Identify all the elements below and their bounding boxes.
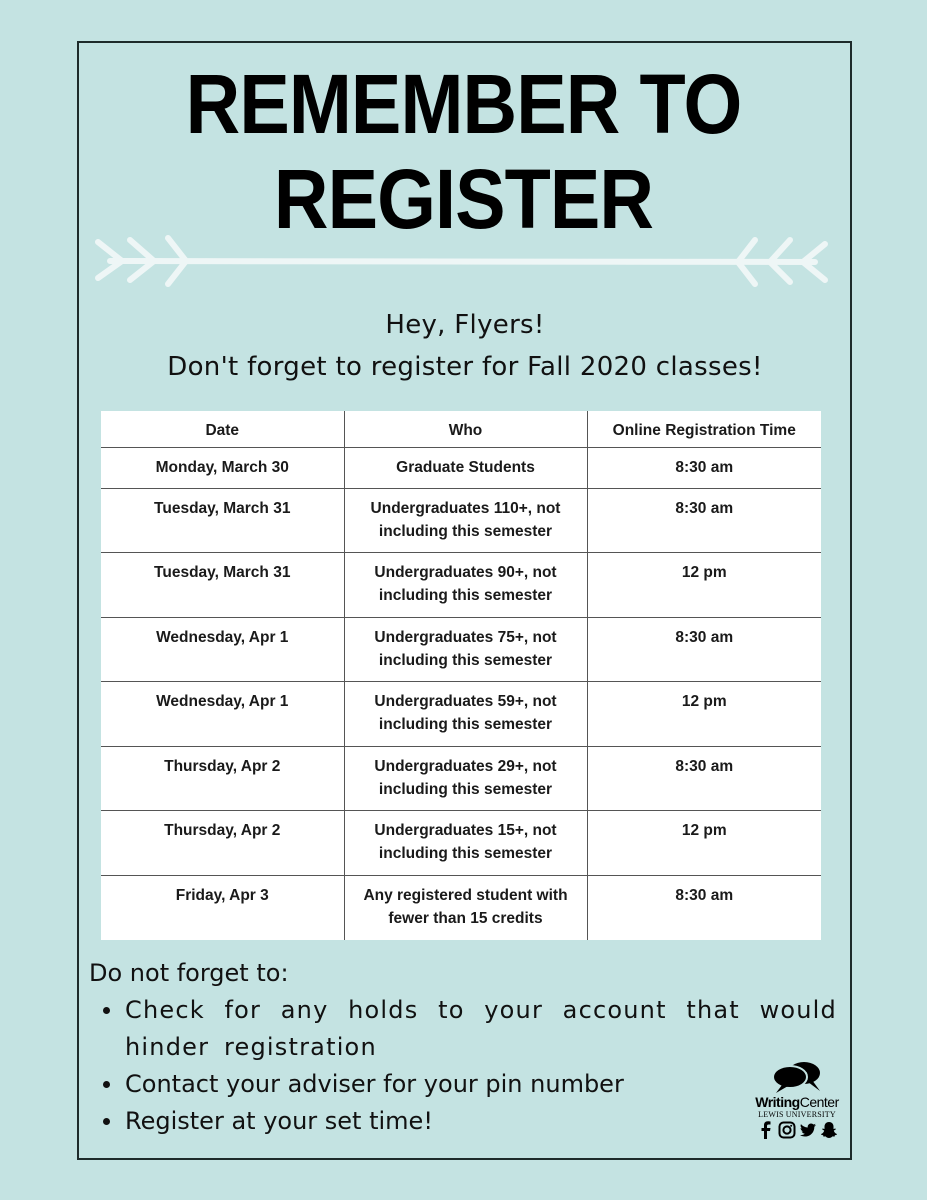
- table-row: [101, 746, 821, 811]
- intro-greeting: Hey, Flyers!: [385, 310, 545, 340]
- cell-who: Undergraduates 90+, not including this semester: [344, 553, 587, 618]
- table-row: [101, 553, 821, 618]
- logo-university: LEWIS UNIVERSITY: [758, 1110, 836, 1119]
- logo-brand-thin: Center: [799, 1094, 839, 1110]
- table-row: [101, 617, 821, 682]
- table-row: [101, 811, 821, 876]
- bullet-icon: [103, 1081, 110, 1088]
- logo-brand-bold: Writing: [755, 1094, 800, 1110]
- reminders-heading: Do not forget to:: [89, 959, 289, 987]
- cell-time: 8:30 am: [587, 875, 821, 940]
- reminders-section: [89, 955, 837, 1140]
- table-row: [101, 447, 821, 488]
- reminder-item: [89, 1066, 837, 1103]
- cell-date: Wednesday, Apr 1: [101, 617, 344, 682]
- table-row: [101, 875, 821, 940]
- cell-date: Thursday, Apr 2: [101, 811, 344, 876]
- bullet-icon: [103, 1007, 110, 1014]
- reminder-text: Check for any holds to your account that would hinder registration: [125, 996, 837, 1061]
- cell-time: 12 pm: [587, 682, 821, 747]
- title-line-1: REMEMBER TO: [185, 57, 742, 151]
- column-header-who: Who: [344, 411, 587, 447]
- table-row: [101, 488, 821, 553]
- reminder-item: [89, 1103, 837, 1140]
- reminder-text: Register at your set time!: [125, 1107, 433, 1135]
- bullet-icon: [103, 1118, 110, 1125]
- cell-who: Graduate Students: [344, 447, 587, 488]
- cell-who: Undergraduates 15+, not including this semester: [344, 811, 587, 876]
- twitter-icon[interactable]: [799, 1121, 817, 1139]
- logo-wordmark: [746, 1095, 848, 1110]
- arrow-divider-icon: [90, 228, 835, 288]
- cell-date: Thursday, Apr 2: [101, 746, 344, 811]
- cell-who: Undergraduates 29+, not including this semester: [344, 746, 587, 811]
- table-header-row: [101, 411, 821, 447]
- cell-time: 12 pm: [587, 553, 821, 618]
- instagram-icon[interactable]: [778, 1121, 796, 1139]
- cell-time: 8:30 am: [587, 746, 821, 811]
- cell-who: Undergraduates 59+, not including this semester: [344, 682, 587, 747]
- column-header-time: Online Registration Time: [587, 411, 821, 447]
- reminder-text: Contact your adviser for your pin number: [125, 1070, 624, 1098]
- column-header-date: Date: [101, 411, 344, 447]
- writing-center-logo: [746, 1060, 848, 1160]
- title-line-2: REGISTER: [273, 152, 654, 246]
- intro-message: Don't forget to register for Fall 2020 classes!: [167, 352, 763, 382]
- cell-time: 8:30 am: [587, 447, 821, 488]
- cell-time: 8:30 am: [587, 488, 821, 553]
- cell-date: Tuesday, March 31: [101, 488, 344, 553]
- cell-date: Wednesday, Apr 1: [101, 682, 344, 747]
- facebook-icon[interactable]: [757, 1121, 775, 1139]
- cell-time: 12 pm: [587, 811, 821, 876]
- reminders-list: [89, 992, 837, 1140]
- social-icons: [746, 1121, 848, 1139]
- registration-schedule-table: [101, 411, 821, 940]
- cell-date: Tuesday, March 31: [101, 553, 344, 618]
- cell-date: Friday, Apr 3: [175, 886, 269, 904]
- cell-who: Undergraduates 110+, not including this semester: [344, 488, 587, 553]
- snapchat-icon[interactable]: [820, 1121, 838, 1139]
- table-row: [101, 682, 821, 747]
- reminder-item: [89, 992, 837, 1066]
- cell-time: 8:30 am: [587, 617, 821, 682]
- cell-who: Undergraduates 75+, not including this semester: [344, 617, 587, 682]
- cell-who: Any registered student with fewer than 15 credits: [344, 875, 587, 940]
- speech-bubbles-icon: [770, 1060, 824, 1094]
- cell-date: Monday, March 30: [101, 447, 344, 488]
